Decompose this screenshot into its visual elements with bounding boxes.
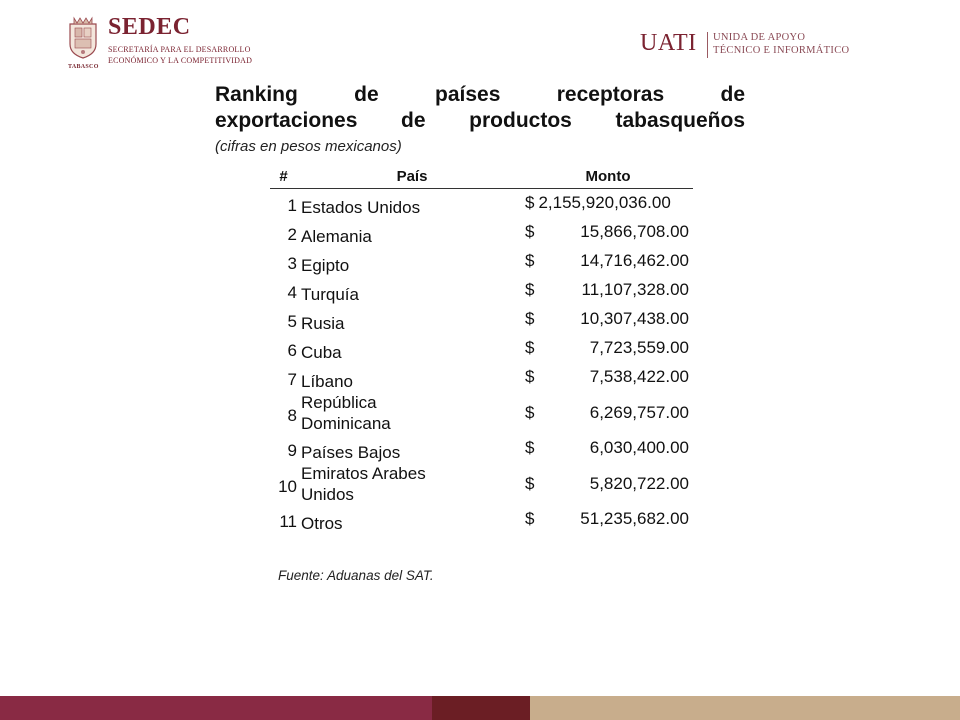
row-pais xyxy=(297,334,523,363)
row-monto-value: 15,866,708.00 xyxy=(580,222,689,241)
currency-symbol: $ xyxy=(525,367,535,386)
row-pais-text: Líbano xyxy=(301,371,353,391)
row-pais xyxy=(297,363,523,392)
uati-subtitle xyxy=(713,31,849,57)
row-pais xyxy=(297,463,523,505)
row-pais xyxy=(297,434,523,463)
sedec-subtitle-line1: SECRETARÍA PARA EL DESARROLLO xyxy=(108,45,251,54)
row-monto-value: 14,716,462.00 xyxy=(580,251,689,270)
sedec-subtitle xyxy=(108,44,252,66)
row-num: 9 xyxy=(287,441,297,460)
footer-bar xyxy=(0,696,960,720)
table-row xyxy=(270,505,693,534)
uati-subtitle-line2: TÉCNICO E INFORMÁTICO xyxy=(713,45,850,56)
row-pais-text: Estados Unidos xyxy=(301,197,421,217)
table-row xyxy=(270,247,693,276)
sedec-logo xyxy=(66,16,296,74)
row-monto xyxy=(523,247,693,276)
footer-bar-left xyxy=(0,696,432,720)
row-monto-value: 10,307,438.00 xyxy=(580,309,689,328)
table-row xyxy=(270,189,693,218)
page-title xyxy=(215,82,745,134)
row-monto xyxy=(523,276,693,305)
row-num: 7 xyxy=(287,370,297,389)
table-row xyxy=(270,305,693,334)
row-monto xyxy=(523,392,693,434)
seal-state-label: TABASCO xyxy=(68,64,99,70)
uati-subtitle-line1: UNIDA DE APOYO xyxy=(713,32,806,43)
table-row xyxy=(270,218,693,247)
row-pais-text: Egipto xyxy=(301,255,350,275)
row-num: 4 xyxy=(287,283,297,302)
sedec-subtitle-line2: ECONÓMICO Y LA COMPETITIVIDAD xyxy=(108,56,253,65)
row-pais-text: Cuba xyxy=(301,342,342,362)
row-pais xyxy=(297,247,523,276)
row-num: 1 xyxy=(287,196,297,216)
row-monto-value: 7,538,422.00 xyxy=(589,367,689,386)
row-monto xyxy=(523,434,693,463)
header-num: # xyxy=(270,164,297,189)
row-pais-text: Emiratos Arabes Unidos xyxy=(301,463,426,504)
row-monto xyxy=(523,305,693,334)
row-pais-text: Otros xyxy=(301,513,343,533)
row-pais xyxy=(297,305,523,334)
ranking-table xyxy=(270,164,693,534)
row-num: 2 xyxy=(287,225,297,244)
row-pais-text: Alemania xyxy=(301,226,372,246)
page-title-line2: exportaciones de productos tabasqueños xyxy=(215,109,745,132)
table-row xyxy=(270,434,693,463)
row-monto-value: 11,107,328.00 xyxy=(581,280,689,299)
currency-symbol: $ xyxy=(525,338,535,357)
header-monto: Monto xyxy=(523,164,693,189)
row-num: 6 xyxy=(287,341,297,360)
uati-divider xyxy=(707,32,708,58)
row-monto xyxy=(523,505,693,534)
row-pais-text: Turquía xyxy=(301,284,359,304)
row-pais-text: Países Bajos xyxy=(301,442,401,462)
table-row xyxy=(270,392,693,434)
row-monto xyxy=(523,189,693,218)
row-monto-value: 2,155,920,036.00 xyxy=(538,193,671,213)
row-num: 10 xyxy=(278,476,297,496)
row-monto xyxy=(523,463,693,505)
table-row xyxy=(270,334,693,363)
row-num: 5 xyxy=(287,312,297,331)
currency-symbol: $ xyxy=(525,309,535,328)
currency-symbol: $ xyxy=(525,473,535,493)
row-monto-value: 6,030,400.00 xyxy=(589,438,689,457)
table-row xyxy=(270,276,693,305)
row-monto xyxy=(523,218,693,247)
row-pais xyxy=(297,276,523,305)
currency-symbol: $ xyxy=(525,402,535,422)
table-header-row xyxy=(270,164,693,189)
row-pais xyxy=(297,392,523,434)
footer-bar-right xyxy=(530,696,960,720)
row-monto xyxy=(523,363,693,392)
uati-title: UATI xyxy=(640,30,697,56)
row-monto-value: 51,235,682.00 xyxy=(580,509,689,528)
footer-bar-middle xyxy=(432,696,530,720)
row-pais-text: República Dominicana xyxy=(301,392,391,433)
currency-symbol: $ xyxy=(525,222,535,241)
page-title-line1: Ranking de países receptoras de xyxy=(215,83,745,106)
page-subtitle: (cifras en pesos mexicanos) xyxy=(215,138,402,155)
source-note: Fuente: Aduanas del SAT. xyxy=(278,568,434,583)
row-num: 11 xyxy=(279,512,297,531)
row-pais-text: Rusia xyxy=(301,313,345,333)
row-monto xyxy=(523,334,693,363)
header-pais: País xyxy=(297,164,523,189)
currency-symbol: $ xyxy=(525,280,535,299)
currency-symbol: $ xyxy=(525,251,535,270)
row-pais xyxy=(297,505,523,534)
sedec-title: SEDEC xyxy=(108,14,191,40)
row-pais xyxy=(297,218,523,247)
currency-symbol: $ xyxy=(525,438,535,457)
tabasco-seal-icon xyxy=(66,16,100,60)
table-row xyxy=(270,463,693,505)
row-monto-value: 5,820,722.00 xyxy=(589,473,689,493)
row-pais xyxy=(297,189,523,218)
table-row xyxy=(270,363,693,392)
currency-symbol: $ xyxy=(525,193,535,213)
currency-symbol: $ xyxy=(525,509,535,528)
row-num: 8 xyxy=(287,405,297,425)
row-num: 3 xyxy=(287,254,297,273)
row-monto-value: 6,269,757.00 xyxy=(589,402,689,422)
uati-logo xyxy=(640,30,880,62)
row-monto-value: 7,723,559.00 xyxy=(589,338,689,357)
